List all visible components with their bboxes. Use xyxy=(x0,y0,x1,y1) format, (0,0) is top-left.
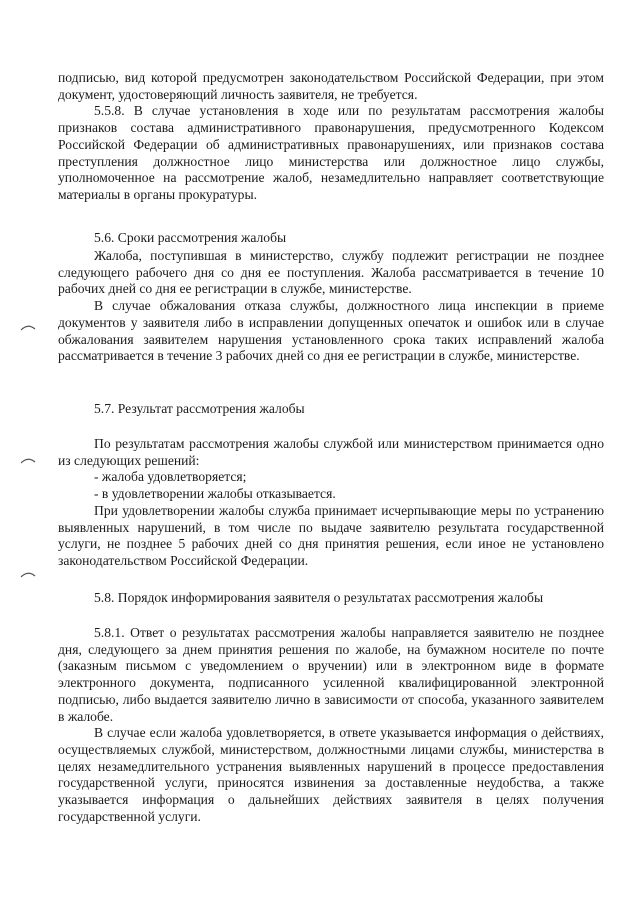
paragraph: При удовлетворении жалобы служба принимает исчерпывающие меры по устранению выявленных нарушений, в том числе по выдаче заявителю результата государственной услуги, не позднее 5 рабочих дней со дня принятия решения, если иное не установлено законодательством Российской Федерации. xyxy=(58,502,604,568)
list-item: - в удовлетворении жалобы отказывается. xyxy=(94,486,336,502)
list-item: - жалоба удовлетворяется; xyxy=(94,469,247,485)
binding-hole-mark xyxy=(20,569,36,579)
section-heading-5-8: 5.8. Порядок информирования заявителя о результатах рассмотрения жалобы xyxy=(94,590,544,605)
binding-hole-mark xyxy=(20,455,36,465)
paragraph-5-8-1: 5.8.1. Ответ о результатах рассмотрения жалобы направляется заявителю не позднее дня, следующего за днем принятия решения по жалобе, на бумажном носителе по почте (заказным письмом с уведомлением о вручении) или в электронном виде в формате электронного документа, подписанного усиленной квалифицированной электронной подписью, либо выдается заявителю лично в зависимости от способа, указанного заявителем в жалобе. xyxy=(58,625,604,724)
paragraph-5-5-8: 5.5.8. В случае установления в ходе или по результатам рассмотрения жалобы признаков состава административного правонарушения, предусмотренного Кодексом Российской Федерации об административных правонарушениях, или признаков состава преступления должностное лицо министерства или должностное лицо службы, уполномоченное на рассмотрение жалоб, незамедлительно направляет соответствующие материалы в органы прокуратуры. xyxy=(58,103,604,202)
section-heading-5-7: 5.7. Результат рассмотрения жалобы xyxy=(94,401,305,416)
paragraph-continuation: подписью, вид которой предусмотрен законодательством Российской Федерации, при этом документ, удостоверяющий личность заявителя, не требуется. xyxy=(58,70,604,102)
paragraph: Жалоба, поступившая в министерство, службу подлежит регистрации не позднее следующего рабочего дня со дня ее поступления. Жалоба рассматривается в течение 10 рабочих дней со дня ее регистрации в службе, министерстве. xyxy=(58,248,604,297)
section-heading-5-6: 5.6. Сроки рассмотрения жалобы xyxy=(94,230,287,245)
paragraph: В случае если жалоба удовлетворяется, в ответе указывается информация о действиях, осуществляемых службой, министерством, должностными лицами службы, министерства в целях незамедлительного устранения выявленных нарушений в процессе предоставления государственной услуги, приносятся извинения за доставленные неудобства, а также указывается информация о дальнейших действиях заявителя в целях получения государственной услуги. xyxy=(58,725,604,824)
paragraph: В случае обжалования отказа службы, должностного лица инспекции в приеме документов у заявителя либо в исправлении допущенных опечаток и ошибок или в случае обжалования заявителем нарушения установленного срока таких исправлений жалоба рассматривается в течение 3 рабочих дней со дня ее регистрации в службе, министерстве. xyxy=(58,298,604,364)
section-5-7-body xyxy=(58,436,604,570)
binding-hole-mark xyxy=(20,322,36,332)
section-5-6-body xyxy=(58,248,604,365)
paragraph: По результатам рассмотрения жалобы службой или министерством принимается одно из следующих решений: xyxy=(58,436,604,468)
intro-block xyxy=(58,70,604,204)
section-5-8-body xyxy=(58,625,604,825)
